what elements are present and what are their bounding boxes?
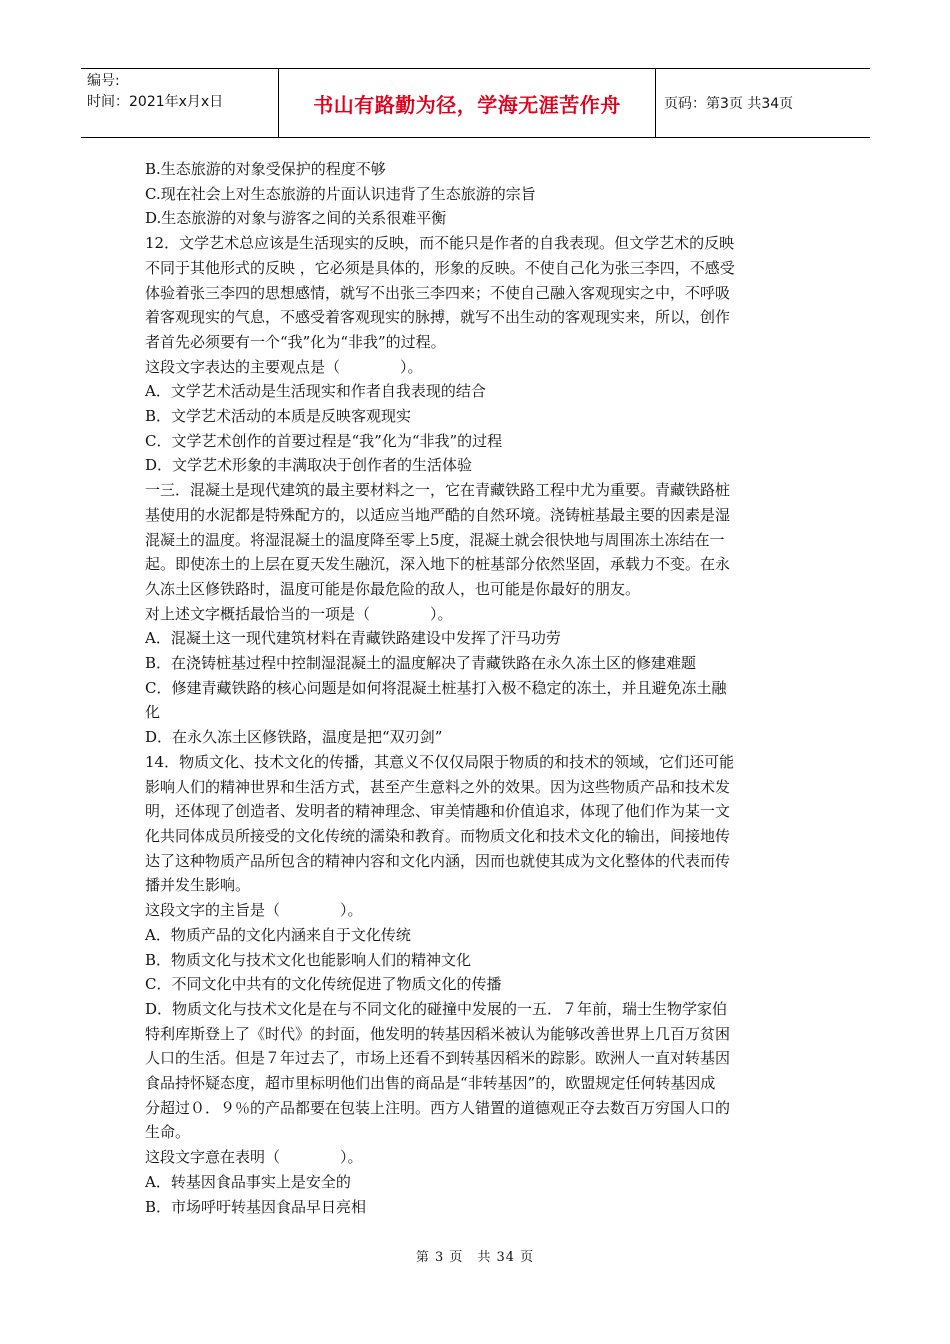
- date-label: 时间：2021年x月x日: [87, 94, 224, 110]
- text-line: 这段文字表达的主要观点是（ ）。: [145, 357, 423, 376]
- text-line: 着客观现实的气息，不感受着客观现实的脉搏，就写不出生动的客观现实来，所以，创作: [145, 308, 731, 327]
- text-line: C．修建青藏铁路的核心问题是如何将混凝土桩基打入极不稳定的冻土，并且避免冻土融: [145, 678, 727, 697]
- text-line: 14．物质文化、技术文化的传播，其意义不仅仅局限于物质的和技术的领域，它们还可能: [145, 752, 735, 771]
- text-line: A．文学艺术活动是生活现实和作者自我表现的结合: [145, 382, 486, 401]
- text-line: B．物质文化与技术文化也能影响人们的精神文化: [145, 950, 472, 969]
- header-page-info: 页码：第3页 共34页: [664, 96, 794, 112]
- text-line: 久冻土区修铁路时，温度可能是你最危险的敌人，也可能是你最好的朋友。: [145, 579, 641, 598]
- text-line: 一三．混凝土是现代建筑的最主要材料之一，它在青藏铁路工程中尤为重要。青藏铁路桩: [145, 481, 731, 500]
- text-line: B．市场呼吁转基因食品早日亮相: [145, 1197, 367, 1216]
- text-line: B.生态旅游的对象受保护的程度不够: [145, 160, 386, 178]
- text-line: B．文学艺术活动的本质是反映客观现实: [145, 407, 412, 426]
- text-line: 12．文学艺术总应该是生活现实的反映，而不能只是作者的自我表现。但文学艺术的反映: [145, 234, 735, 253]
- footer-total-pages: 共 34 页: [477, 1250, 535, 1265]
- header-motto: 书山有路勤为径，学海无涯苦作舟: [279, 69, 656, 137]
- page-header: [81, 68, 870, 138]
- text-line: C．文学艺术创作的首要过程是“我”化为“非我”的过程: [145, 431, 503, 450]
- text-line: 明，还体现了创造者、发明者的精神理念、审美情趣和价值追求，体现了他们作为某一文: [145, 802, 731, 821]
- text-line: A．混凝土这一现代建筑材料在青藏铁路建设中发挥了汗马功劳: [145, 629, 561, 648]
- text-line: 化共同体成员所接受的文化传统的濡染和教育。而物质文化和技术文化的输出，间接地传: [145, 826, 731, 845]
- text-line: 分超过０．９％的产品都要在包装上注明。西方人错置的道德观正夺去数百万穷国人口的: [145, 1098, 731, 1117]
- serial-label: 编号:: [87, 73, 120, 89]
- text-line: 达了这种物质产品所包含的精神内容和文化内涵，因而也就使其成为文化整体的代表而传: [145, 851, 731, 870]
- text-line: 起。即使冻土的上层在夏天发生融沉，深入地下的桩基部分依然坚固，承载力不变。在永: [145, 555, 731, 574]
- text-line: 混凝土的温度。将湿混凝土的温度降至零上5度，混凝土就会很快地与周围冻土冻结在一: [145, 530, 725, 549]
- text-line: 这段文字的主旨是（ ）。: [145, 901, 363, 920]
- footer-page-number: 第 3 页: [415, 1250, 464, 1265]
- text-line: 者首先必须要有一个“我”化为“非我”的过程。: [145, 332, 446, 351]
- text-line: D．文学艺术形象的丰满取决于创作者的生活体验: [145, 456, 473, 475]
- text-line: 不同于其他形式的反映 ，它必须是具体的，形象的反映。不使自己化为张三李四，不感受: [145, 258, 735, 277]
- text-line: 影响人们的精神世界和生活方式，甚至产生意料之外的效果。因为这些物质产品和技术发: [145, 777, 731, 796]
- text-line: 生命。: [145, 1123, 191, 1142]
- text-line: 化: [145, 703, 161, 722]
- text-line: C.现在社会上对生态旅游的片面认识违背了生态旅游的宗旨: [145, 184, 536, 203]
- text-line: 基使用的水泥都是特殊配方的，以适应当地严酷的自然环境。浇铸桩基最主要的因素是湿: [145, 505, 731, 524]
- text-line: 播并发生影响。: [145, 876, 251, 895]
- text-line: B．在浇铸桩基过程中控制湿混凝土的温度解决了青藏铁路在永久冻土区的修建难题: [145, 654, 697, 673]
- text-line: D．在永久冻土区修铁路，温度是把“双刃剑”: [145, 728, 443, 747]
- text-line: D.生态旅游的对象与游客之间的关系很难平衡: [145, 209, 447, 228]
- text-line: A．物质产品的文化内涵来自于文化传统: [145, 925, 411, 944]
- header-meta: [81, 69, 279, 137]
- text-line: 人口的生活。但是７年过去了，市场上还看不到转基因稻米的踪影。欧洲人一直对转基因: [145, 1049, 731, 1068]
- text-line: D．物质文化与技术文化是在与不同文化的碰撞中发展的一五．７年前，瑞士生物学家伯: [145, 999, 728, 1018]
- text-line: 特利库斯登上了《时代》的封面，他发明的转基因稻米被认为能够改善世界上几百万贫困: [145, 1024, 731, 1043]
- document-body: [145, 157, 813, 1219]
- text-line: 这段文字意在表明（ ）。: [145, 1148, 363, 1167]
- text-line: 食品持怀疑态度，超市里标明他们出售的商品是“非转基因”的，欧盟规定任何转基因成: [145, 1074, 716, 1093]
- text-line: 体验着张三李四的思想感情，就写不出张三李四来；不使自己融入客观现实之中，不呼吸: [145, 283, 731, 302]
- text-line: C．不同文化中共有的文化传统促进了物质文化的传播: [145, 975, 502, 994]
- text-line: 对上述文字概括最恰当的一项是（ ）。: [145, 604, 453, 623]
- text-line: A．转基因食品事实上是安全的: [145, 1172, 351, 1191]
- page-footer: [0, 1246, 950, 1265]
